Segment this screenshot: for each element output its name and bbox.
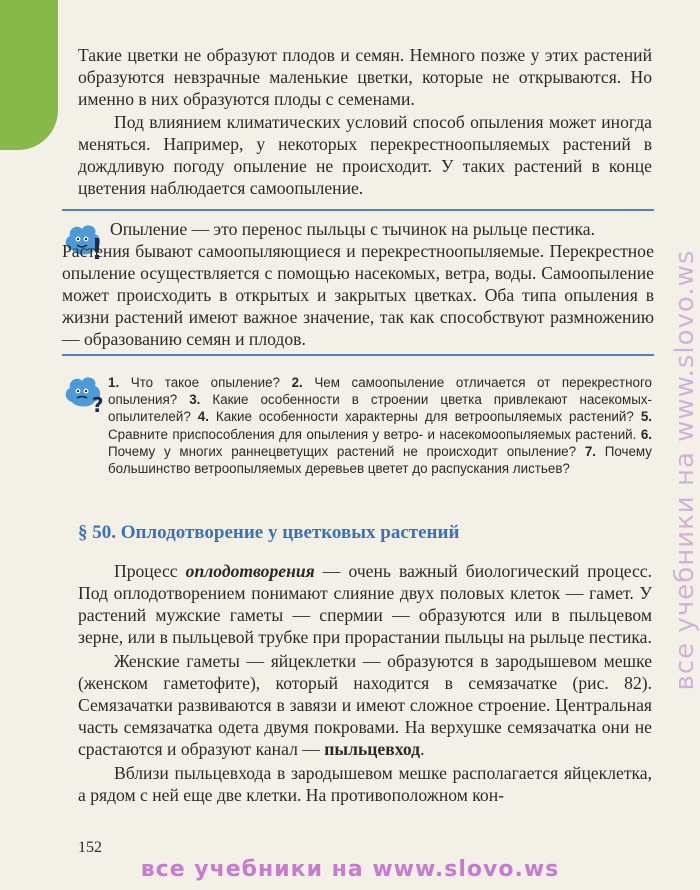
question-item: 4. Какие особенности характерны для ветроопыляемых растений?	[197, 409, 634, 425]
intro-text	[78, 44, 652, 199]
question-item: 6. Почему у многих раннецветущих растений не происходит опыление?	[108, 426, 652, 459]
section-body	[78, 560, 652, 806]
section-heading: § 50. Оплодотворение у цветковых растений	[78, 522, 460, 543]
definition-rest: Растения бывают самоопыляющиеся и перекрестноопыляемые. Перекрестное опыление осуществляется с помощью насекомых, ветра, воды. Самоопыление может происходить в открытых и закрытых цветках. Оба типа опыления в жизни растений имеют важное значение, так как способствуют размножению — образованию семян и плодов.	[62, 241, 654, 349]
question-item: 2. Чем самоопыление отличается от перекрестного опыления?	[108, 375, 652, 408]
term-micropyle: пыльцевход	[324, 739, 421, 759]
question-item: 1. Что такое опыление?	[108, 375, 280, 390]
definition-box	[62, 209, 654, 356]
chapter-color-tab	[0, 0, 58, 150]
body-paragraph-2: Женские гаметы — яйцеклетки — образуются в зародышевом мешке (женском гаметофите), который находится в семязачатке (рис. 82). Семязачатки развиваются в завязи и имеют сложное строение. Центральная часть семязачатка одета двумя покровами. На верхушке семязачатка они не срастаются и образуют канал — пыльцевход.	[78, 651, 652, 759]
question-item: 5. Сравните приспособления для опыления у ветро- и насекомоопыляемых растений.	[108, 409, 652, 442]
intro-paragraph-1: Такие цветки не образуют плодов и семян. Немного позже у этих растений образуются невзрачные маленькие цветки, которые не открываются. Но именно в них образуются плоды с семенами.	[78, 45, 652, 109]
page-number: 152	[78, 839, 102, 856]
body-paragraph-3: Вблизи пыльцевхода в зародышевом мешке располагается яйцеклетка, а рядом с ней еще две клетки. На противоположном кон-	[78, 763, 652, 805]
bottom-watermark: все учебники на www.slovo.ws	[140, 857, 560, 882]
svg-text:?: ?	[92, 393, 104, 416]
definition-first-line: Опыление — это перенос пыльцы с тычинок на рыльце пестика.	[110, 219, 595, 239]
question-item: 3. Какие особенности в строении цветка привлекают насекомых-опылителей?	[108, 392, 652, 425]
review-questions	[108, 374, 652, 477]
intro-paragraph-2: Под влиянием климатических условий способ опыления может иногда меняться. Например, у некоторых перекрестноопыляемых растений в дождливую погоду опыление не происходит. У таких растений в конце цветения наблюдается самоопыление.	[78, 112, 652, 198]
side-watermark: все учебники на www.slovo.ws	[670, 249, 700, 691]
body-paragraph-1: Процесс оплодотворения — очень важный биологический процесс. Под оплодотворением понимают слияние двух половых клеток — гамет. У растений мужские гаметы — спермии — образуются или в пыльцевом зерне, или в пыльцевой трубке при прорастании пыльцы на рыльце пестика.	[78, 561, 652, 647]
term-fertilization: оплодотворения	[185, 561, 315, 581]
question-character-icon	[62, 372, 106, 416]
question-item: 7. Почему большинство ветроопыляемых деревьев цветет до распускания листьев?	[108, 443, 652, 477]
